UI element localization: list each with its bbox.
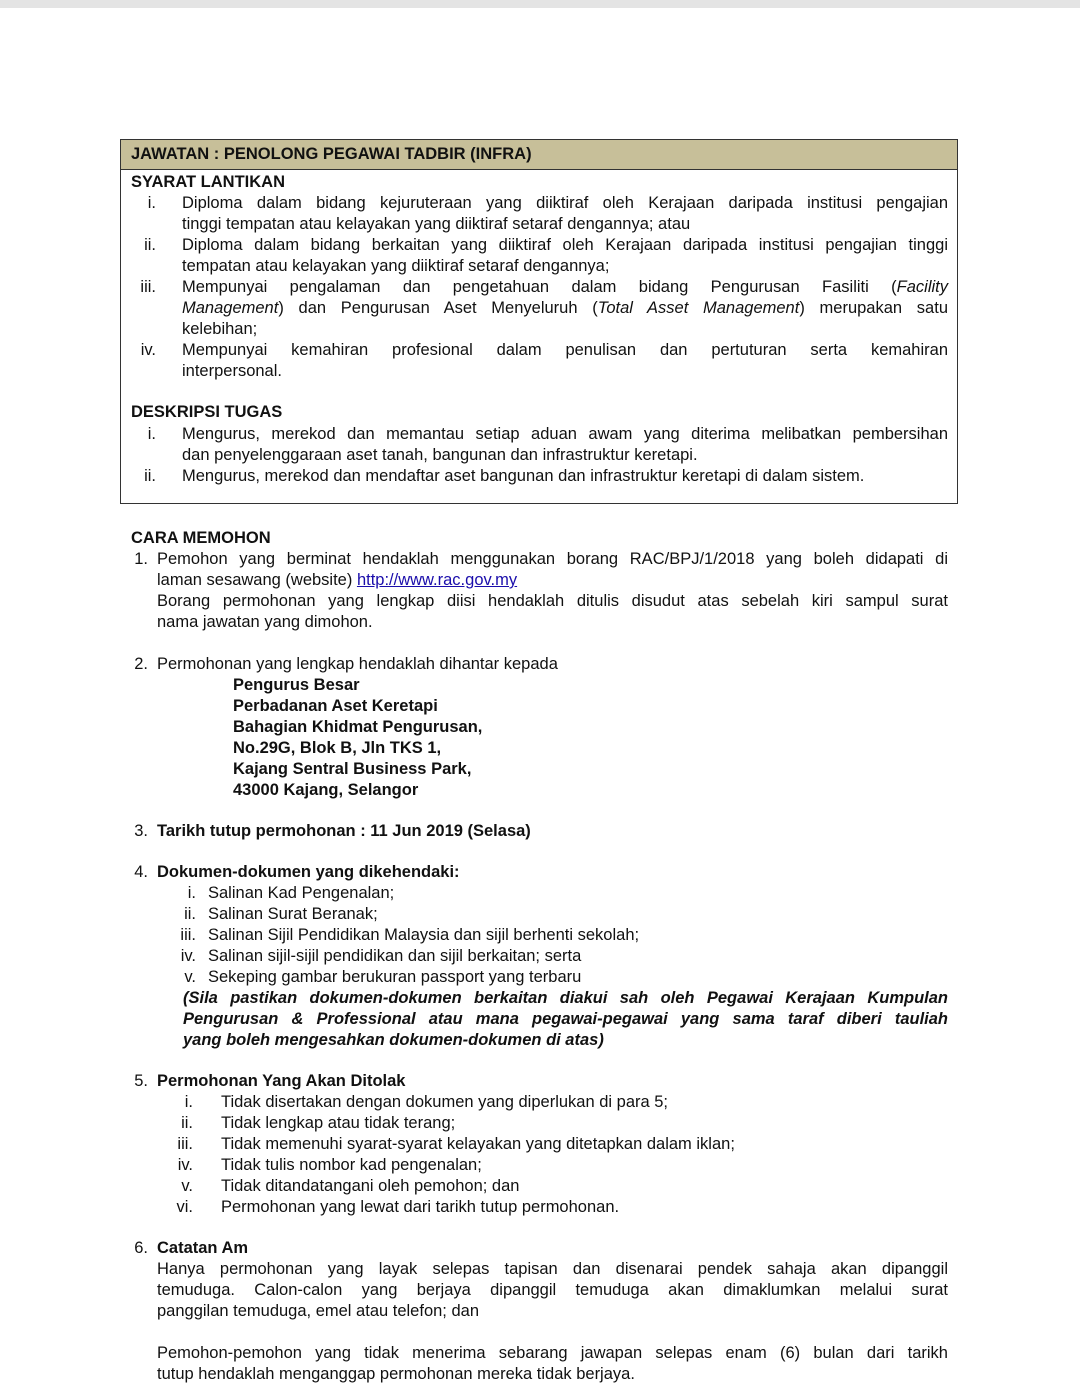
- address-line: No.29G, Blok B, Jln TKS 1,: [233, 739, 442, 757]
- address-line: Bahagian Khidmat Pengurusan,: [233, 718, 483, 736]
- notes-line: temuduga. Calon-calon yang berjaya dipanggil temuduga akan dimaklumkan melalui surat: [157, 1281, 948, 1299]
- closing-date: Tarikh tutup permohonan : 11 Jun 2019 (Selasa): [157, 822, 531, 840]
- document-note: Pengurusan & Professional atau mana pegawai-pegawai yang sama taraf diberi tauliah: [183, 1010, 948, 1028]
- documents-title: Dokumen-dokumen yang dikehendaki:: [157, 863, 460, 881]
- job-title-header: JAWATAN : PENOLONG PEGAWAI TADBIR (INFRA): [121, 140, 957, 170]
- sub-num: ii.: [184, 905, 196, 923]
- sub-num: iii.: [177, 1135, 193, 1153]
- notes-line: Pemohon-pemohon yang tidak menerima sebarang jawapan selepas enam (6) bulan dari tarikh: [157, 1344, 948, 1362]
- item1-line: nama jawatan yang dimohon.: [157, 613, 373, 631]
- tugas-num: ii.: [144, 467, 156, 485]
- document-item: Salinan Surat Beranak;: [208, 905, 378, 923]
- document-item: Sekeping gambar berukuran passport yang terbaru: [208, 968, 582, 986]
- tugas-line: Mengurus, merekod dan memantau setiap aduan awam yang diterima melibatkan pembersihan: [182, 425, 948, 443]
- sub-num: i.: [187, 884, 196, 902]
- address-line: Perbadanan Aset Keretapi: [233, 697, 438, 715]
- address-line: Pengurus Besar: [233, 676, 360, 694]
- rejection-item: Tidak memenuhi syarat-syarat kelayakan yang ditetapkan dalam iklan;: [221, 1135, 735, 1153]
- sub-num: vi.: [176, 1198, 193, 1216]
- item1-line: Pemohon yang berminat hendaklah menggunakan borang RAC/BPJ/1/2018 yang boleh didapati di: [157, 550, 948, 568]
- sub-num: iv.: [180, 947, 196, 965]
- top-bar: [0, 0, 1080, 8]
- address-line: Kajang Sentral Business Park,: [233, 760, 472, 778]
- syarat-line: Diploma dalam bidang kejuruteraan yang diiktiraf oleh Kerajaan daripada institusi pengajian: [182, 194, 948, 212]
- sub-num: iii.: [180, 926, 196, 944]
- syarat-line: kelebihan;: [182, 320, 258, 338]
- rejection-item: Tidak lengkap atau tidak terang;: [221, 1114, 456, 1132]
- syarat-line: Mempunyai pengalaman dan pengetahuan dalam bidang Pengurusan Fasiliti (Facility: [182, 278, 948, 296]
- rejection-item: Tidak disertakan dengan dokumen yang diperlukan di para 5;: [221, 1093, 669, 1111]
- sub-num: v.: [184, 968, 196, 986]
- syarat-title: SYARAT LANTIKAN: [131, 173, 286, 191]
- item-number: 3.: [134, 822, 148, 840]
- notes-title: Catatan Am: [157, 1239, 249, 1257]
- syarat-line: interpersonal.: [182, 362, 282, 380]
- sub-num: iv.: [177, 1156, 193, 1174]
- syarat-num: i.: [147, 194, 156, 212]
- notes-line: tutup hendaklah menganggap permohonan mereka tidak berjaya.: [157, 1365, 635, 1383]
- document-item: Salinan sijil-sijil pendidikan dan sijil berkaitan; serta: [208, 947, 582, 965]
- sub-num: i.: [184, 1093, 193, 1111]
- website-link[interactable]: http://www.rac.gov.my: [356, 571, 518, 589]
- syarat-line: tempatan atau kelayakan yang diiktiraf setaraf dengannya;: [182, 257, 610, 275]
- rejection-item: Tidak ditandatangani oleh pemohon; dan: [221, 1177, 520, 1195]
- rejection-item: Tidak tulis nombor kad pengenalan;: [221, 1156, 482, 1174]
- document-item: Salinan Sijil Pendidikan Malaysia dan sijil berhenti sekolah;: [208, 926, 640, 944]
- cara-title: CARA MEMOHON: [131, 529, 271, 547]
- sub-num: ii.: [181, 1114, 193, 1132]
- tugas-title: DESKRIPSI TUGAS: [131, 403, 283, 421]
- syarat-num: iii.: [140, 278, 156, 296]
- item1-line: laman sesawang (website) http://www.rac.gov.my: [157, 571, 518, 589]
- notes-line: panggilan temuduga, emel atau telefon; dan: [157, 1302, 479, 1320]
- document-item: Salinan Kad Pengenalan;: [208, 884, 395, 902]
- item-number: 6.: [134, 1239, 148, 1257]
- item1-line: Borang permohonan yang lengkap diisi hendaklah ditulis disudut atas sebelah kiri sampul surat: [157, 592, 948, 610]
- tugas-num: i.: [147, 425, 156, 443]
- address-line: 43000 Kajang, Selangor: [233, 781, 419, 799]
- document-note: (Sila pastikan dokumen-dokumen berkaitan diakui sah oleh Pegawai Kerajaan Kumpulan: [183, 989, 948, 1007]
- rejection-title: Permohonan Yang Akan Ditolak: [157, 1072, 406, 1090]
- item-number: 5.: [134, 1072, 148, 1090]
- item-number: 1.: [134, 550, 148, 568]
- notes-line: Hanya permohonan yang layak selepas tapisan dan disenarai pendek sahaja akan dipanggil: [157, 1260, 948, 1278]
- tugas-line: Mengurus, merekod dan mendaftar aset bangunan dan infrastruktur keretapi di dalam sistem.: [182, 467, 865, 485]
- syarat-num: iv.: [140, 341, 156, 359]
- syarat-line: Management) dan Pengurusan Aset Menyeluruh (Total Asset Management) merupakan satu: [182, 299, 948, 317]
- item2-text: Permohonan yang lengkap hendaklah dihantar kepada: [157, 655, 558, 673]
- item-number: 2.: [134, 655, 148, 673]
- item-number: 4.: [134, 863, 148, 881]
- tugas-line: dan penyelenggaraan aset tanah, bangunan dan infrastruktur keretapi.: [182, 446, 698, 464]
- sub-num: v.: [181, 1177, 193, 1195]
- rejection-item: Permohonan yang lewat dari tarikh tutup permohonan.: [221, 1198, 620, 1216]
- document-note: yang boleh mengesahkan dokumen-dokumen di atas): [183, 1031, 604, 1049]
- syarat-line: tinggi tempatan atau kelayakan yang diiktiraf setaraf dengannya; atau: [182, 215, 691, 233]
- syarat-line: Mempunyai kemahiran profesional dalam penulisan dan pertuturan serta kemahiran: [182, 341, 948, 359]
- syarat-line: Diploma dalam bidang berkaitan yang diiktiraf oleh Kerajaan daripada institusi pengajian tinggi: [182, 236, 948, 254]
- syarat-num: ii.: [144, 236, 156, 254]
